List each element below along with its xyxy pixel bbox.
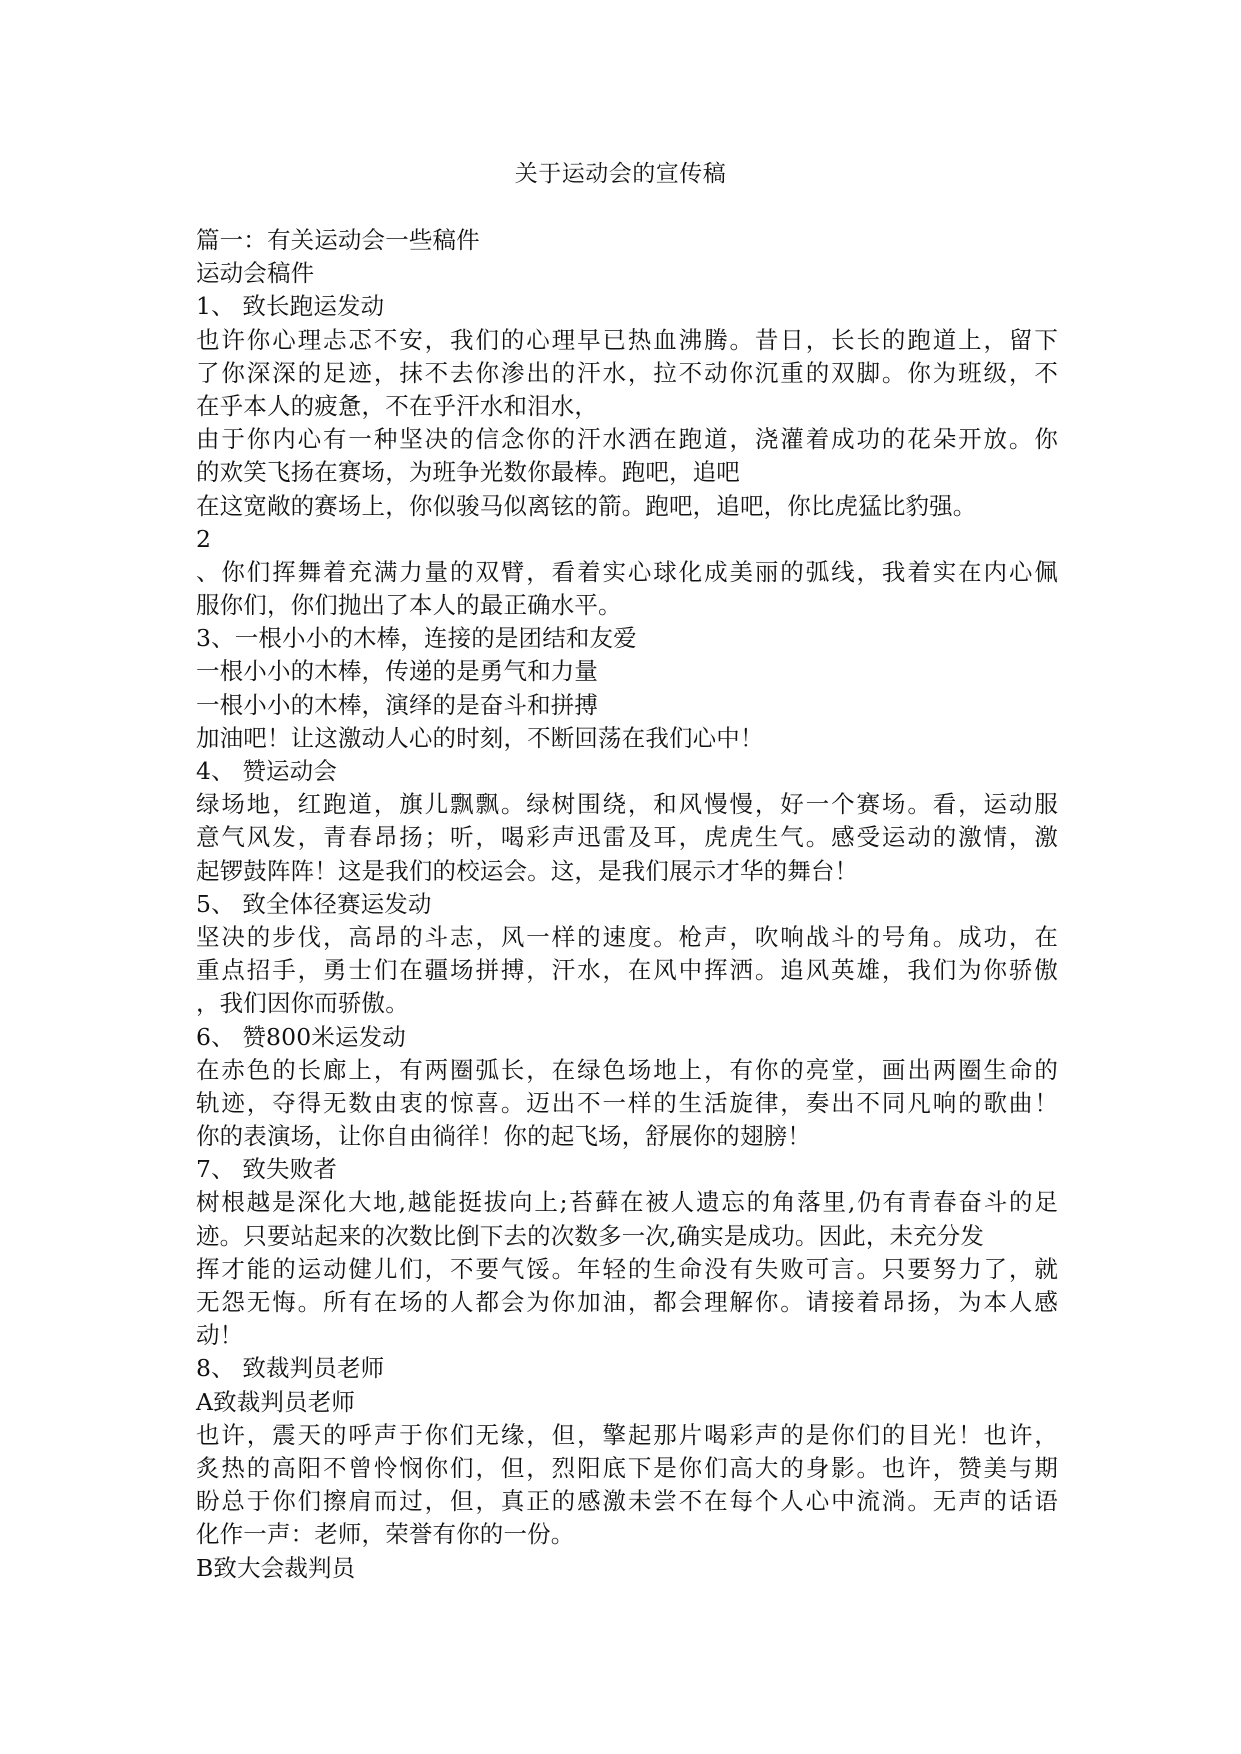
text-line: 8、 致裁判员老师 <box>196 1354 385 1383</box>
text-line: 5、 致全体径赛运发动 <box>196 889 432 918</box>
text-line: 服你们，你们抛出了本人的最正确水平。 <box>196 591 622 620</box>
text-line: 3、一根小小的木棒，连接的是团结和友爱 <box>196 624 637 653</box>
text-line: 在赤色的长廊上，有两圈弧长，在绿色场地上，有你的亮堂，画出两圈生命的 <box>196 1055 1058 1084</box>
text-line: ，我们因你而骄傲。 <box>196 989 409 1018</box>
text-line: 无怨无悔。所有在场的人都会为你加油，都会理解你。请接着昂扬，为本人感 <box>196 1288 1058 1316</box>
text-line: 4、 赞运动会 <box>196 757 337 785</box>
text-line: B致大会裁判员 <box>196 1553 356 1582</box>
text-line: 炙热的高阳不曾怜悯你们，但，烈阳底下是你们高大的身影。也许，赞美与期 <box>196 1453 1058 1482</box>
text-line: 、你们挥舞着充满力量的双臂，看着实心球化成美丽的弧线，我着实在内心佩 <box>196 557 1058 586</box>
text-line: 盼总于你们擦肩而过，但，真正的感激未尝不在每个人心中流淌。无声的话语 <box>196 1487 1058 1516</box>
text-line: 坚决的步伐，高昂的斗志，风一样的速度。枪声，吹响战斗的号角。成功，在 <box>196 922 1058 951</box>
text-line: 1、 致长跑运发动 <box>196 292 385 321</box>
text-line: 也许，震天的呼声于你们无缘，但，擎起那片喝彩声的是你们的目光！也许， <box>196 1420 1058 1449</box>
text-line: 动！ <box>196 1321 244 1350</box>
text-line: 轨迹，夺得无数由衷的惊喜。迈出不一样的生活旋律，奏出不同凡响的歌曲！ <box>196 1088 1058 1117</box>
text-line: 挥才能的运动健儿们，不要气馁。年轻的生命没有失败可言。只要努力了，就 <box>196 1254 1058 1283</box>
text-line: 的欢笑飞扬在赛场，为班争光数你最棒。跑吧，追吧 <box>196 458 740 487</box>
text-line: 在乎本人的疲惫，不在乎汗水和泪水， <box>196 391 599 420</box>
text-line: 6、 赞800米运发动 <box>196 1022 406 1051</box>
text-line: A致裁判员老师 <box>196 1387 356 1416</box>
text-line: 运动会稿件 <box>196 259 315 288</box>
text-line: 迹。只要站起来的次数比倒下去的次数多一次,确实是成功。因此，未充分发 <box>196 1221 985 1250</box>
text-line: 加油吧！让这激动人心的时刻，不断回荡在我们心中！ <box>196 723 764 752</box>
text-line: 了你深深的足迹，抹不去你渗出的汗水，拉不动你沉重的双脚。你为班级，不 <box>196 358 1058 387</box>
text-line: 树根越是深化大地,越能挺拔向上;苔藓在被人遗忘的角落里,仍有青春奋斗的足 <box>196 1188 1058 1217</box>
text-line: 化作一声：老师，荣誉有你的一份。 <box>196 1520 575 1549</box>
text-line: 一根小小的木棒，传递的是勇气和力量 <box>196 657 599 686</box>
document-body <box>196 224 1058 1585</box>
text-line: 也许你心理忐忑不安，我们的心理早已热血沸腾。昔日，长长的跑道上，留下 <box>196 325 1058 354</box>
text-line: 2 <box>196 524 212 553</box>
text-line: 篇一：有关运动会一些稿件 <box>196 226 480 254</box>
text-line: 你的表演场，让你自由徜徉！你的起飞场，舒展你的翅膀！ <box>196 1122 811 1151</box>
document-title: 关于运动会的宣传稿 <box>514 161 727 187</box>
text-line: 在这宽敞的赛场上，你似骏马似离铉的箭。跑吧，追吧，你比虎猛比豹强。 <box>196 491 977 520</box>
text-line: 起锣鼓阵阵！这是我们的校运会。这，是我们展示才华的舞台！ <box>196 856 859 885</box>
text-line: 一根小小的木棒，演绎的是奋斗和拼搏 <box>196 690 599 719</box>
text-line: 意气风发，青春昂扬；听，喝彩声迅雷及耳，虎虎生气。感受运动的激情，激 <box>196 823 1058 852</box>
text-line: 绿场地，红跑道，旗儿飘飘。绿树围绕，和风慢慢，好一个赛场。看，运动服 <box>196 790 1058 819</box>
text-line: 由于你内心有一种坚决的信念你的汗水洒在跑道，浇灌着成功的花朵开放。你 <box>196 425 1058 454</box>
text-line: 7、 致失败者 <box>196 1155 337 1184</box>
text-line: 重点招手，勇士们在疆场拼搏，汗水，在风中挥洒。追风英雄，我们为你骄傲 <box>196 956 1058 985</box>
